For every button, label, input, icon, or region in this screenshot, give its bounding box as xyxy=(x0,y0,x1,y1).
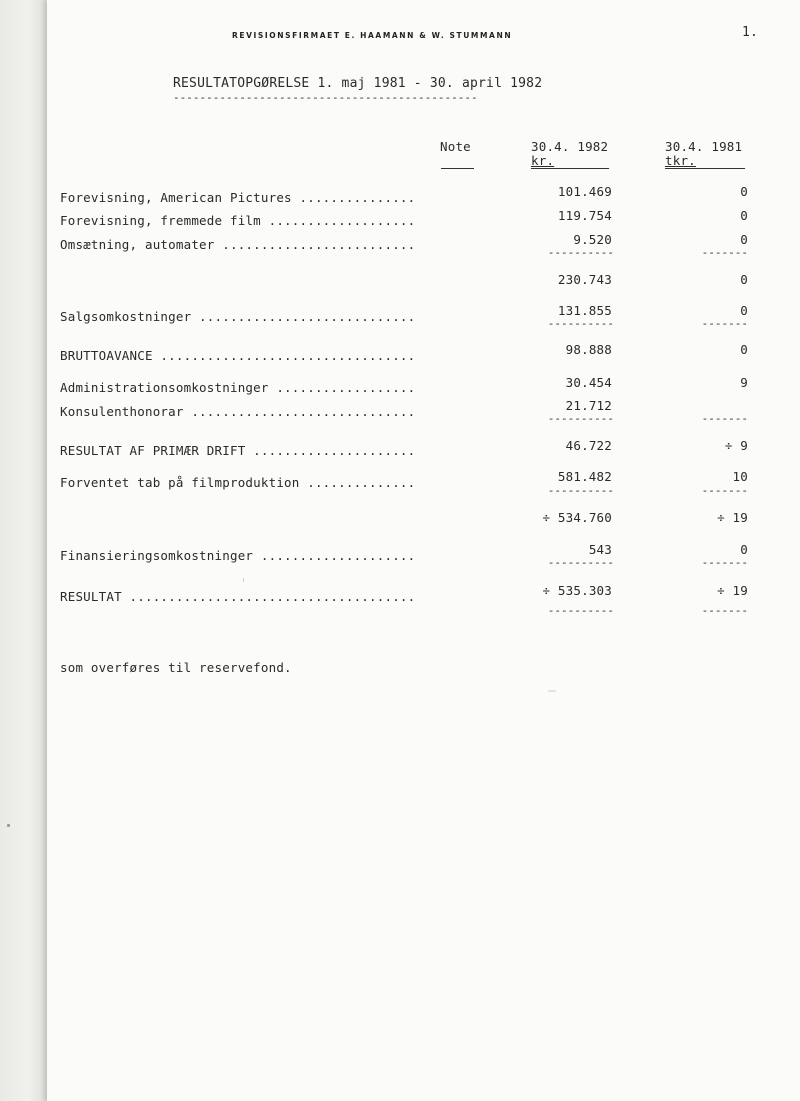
subtotal-rule: ---------- xyxy=(547,412,614,425)
prior-amount: ÷ 9 xyxy=(724,438,748,453)
statement-title: RESULTATOPGØRELSE 1. maj 1981 - 30. april 1982 xyxy=(173,76,543,91)
result-label: RESULTAT ..................................... xyxy=(60,589,416,604)
current-amount: 543 xyxy=(588,542,612,557)
subtotal-rule: ------- xyxy=(701,556,748,569)
line-label: Forventet tab på filmproduktion .............. xyxy=(60,475,416,490)
line-label: Omsætning, automater ......................... xyxy=(60,237,416,252)
title-underline: ---------------------------------------------- xyxy=(173,91,478,104)
scan-speck xyxy=(243,578,244,582)
current-amount: 581.482 xyxy=(557,469,612,484)
subtotal-rule: ------- xyxy=(701,484,748,497)
line-label: RESULTAT AF PRIMÆR DRIFT ..................... xyxy=(60,443,416,458)
prior-amount: 0 xyxy=(740,232,748,247)
subtotal-amount: ÷ 534.760 xyxy=(542,510,612,525)
note-header-underline xyxy=(441,168,474,169)
prior-amount: 0 xyxy=(740,303,748,318)
note-column-header: Note xyxy=(440,139,471,154)
current-amount: 119.754 xyxy=(557,208,612,223)
firm-letterhead: REVISIONSFIRMAET E. HAAMANN & W. STUMMANN xyxy=(232,31,513,40)
line-label: Administrationsomkostninger .................. xyxy=(60,380,416,395)
subtotal-rule: ---------- xyxy=(547,556,614,569)
current-amount: 21.712 xyxy=(565,398,612,413)
subtotal-rule: ------- xyxy=(701,246,748,259)
current-amount: 98.888 xyxy=(565,342,612,357)
final-rule: ---------- xyxy=(547,604,614,617)
line-label: Forevisning, American Pictures ............... xyxy=(60,190,416,205)
prior-amount: 0 xyxy=(740,208,748,223)
line-label: Finansieringsomkostninger .................... xyxy=(60,548,416,563)
subtotal-rule: ---------- xyxy=(547,246,614,259)
subtotal-prior-amount: ÷ 19 xyxy=(717,510,748,525)
page-number: 1. xyxy=(742,25,759,40)
prior-header-underline xyxy=(665,168,745,169)
prior-unit-header: tkr. xyxy=(665,153,696,168)
final-rule: ------- xyxy=(701,604,748,617)
line-label: BRUTTOAVANCE ................................. xyxy=(60,348,416,363)
line-label: Konsulenthonorar ............................. xyxy=(60,404,416,419)
line-label: Salgsomkostninger ............................ xyxy=(60,309,416,324)
prior-amount: 9 xyxy=(740,375,748,390)
current-amount: 101.469 xyxy=(557,184,612,199)
prior-amount: 0 xyxy=(740,184,748,199)
current-unit-header: kr. xyxy=(531,153,555,168)
current-amount: 131.855 xyxy=(557,303,612,318)
result-prior-amount: ÷ 19 xyxy=(717,583,748,598)
subtotal-prior-amount: 0 xyxy=(740,272,748,287)
current-amount: 30.454 xyxy=(565,375,612,390)
scan-speck xyxy=(548,690,556,692)
current-amount: 46.722 xyxy=(565,438,612,453)
subtotal-rule: ------- xyxy=(701,317,748,330)
prior-amount: 0 xyxy=(740,342,748,357)
prior-amount: 0 xyxy=(740,542,748,557)
subtotal-amount: 230.743 xyxy=(557,272,612,287)
scan-left-margin xyxy=(0,0,47,1101)
footnote-text: som overføres til reservefond. xyxy=(60,660,292,675)
prior-amount: 10 xyxy=(732,469,748,484)
line-label: Forevisning, fremmede film ................... xyxy=(60,213,416,228)
current-header-underline xyxy=(531,168,609,169)
subtotal-rule: ------- xyxy=(701,412,748,425)
current-amount: 9.520 xyxy=(573,232,612,247)
prior-year-header: 30.4. 1981 xyxy=(665,139,743,154)
scan-speck xyxy=(7,824,10,827)
subtotal-rule: ---------- xyxy=(547,317,614,330)
subtotal-rule: ---------- xyxy=(547,484,614,497)
result-amount: ÷ 535.303 xyxy=(542,583,612,598)
current-year-header: 30.4. 1982 xyxy=(531,139,609,154)
